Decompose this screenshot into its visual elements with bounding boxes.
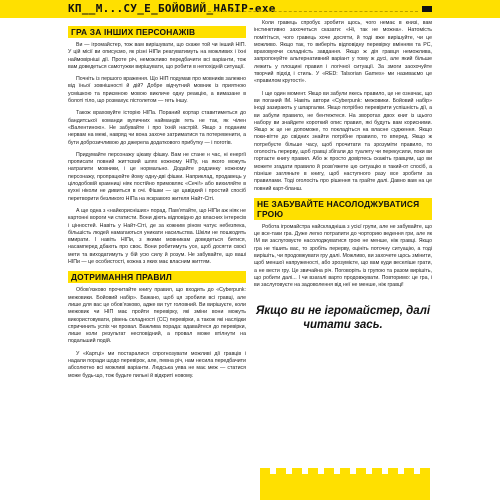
- header-pixel-icon: [422, 6, 432, 12]
- paragraph: І ще один момент. Якщо ви забули якесь правило, це не означає, що ви поганий ІМ. Навіть автори «Cyberpunk: межовики. Бойовий набір» іноді зазирають у шпаргалки. Якщо потрібно перевірити успішність дії, а ви забули правило, не бентежтеся. На зворотах двох книг із щього набору ви знайдете короткий опис правил, які будуть вам корисними. Якщо ж це не допоможе, то покладіться на власне судження. Якщо поки-вітте до свідних знайти потрібне правило, то вперед. Якщо ж потребуєте більше часу, щоб прочитати та зрозуміти правило, то оголосіть перерву, щоб гравці збігали до туалету чи перекусили, поки ви гортаєте книгу правил. Або ж просто довіртесь скажіть гравцям, що ви можете згадати правило й розв’яжете цю ситуацію в такий-от спосіб, а пізніше загляньте в книгу, щоб наступного разу все зробити за правилами. Тоді оголосіть про рішення та грайте далі. Давно вам на це повний карт-бланш.: [254, 90, 432, 192]
- stripe-band: [260, 474, 430, 500]
- paragraph: Обов’язково прочитайте книгу правил, що входить до «Cyberpunk: межовики. Бойовий набір». Бажано, щоб ця зробили всі гравці, але лише для вас це обов’язково, адже ви тут головний. Ви вирішуєте, коли межовик чи НІП має пройти перевірку, які зміни вони можуть використовувати, рівень складності (СС) перевірки, а також які наслідки спричинить успіх чи провал. Важлива порада: вдавайтеся до перевірки, лише коли результат несповідний, а провал може втілнути на подальший подій.: [68, 287, 246, 345]
- section-heading-rules: ДОТРИМАННЯ ПРАВИЛ: [68, 271, 246, 283]
- page-header-bar: [0, 0, 500, 18]
- paragraph: Почніть із першого враження. Що НІП подумав про мовників залежно від їньої зовнішності й дій? Добре відчутний мовник із приятною усмішкою та приємною мовою викличе одну реакцію, а вимазане в болоті тіло, що розмахує пістолетом — геть іншу.: [68, 76, 246, 105]
- paragraph: Придумайте персонажу цікаву фішку. Вам не стане н час, ні енергії прописати повний життєвий шлях кожному НІПу, на якого можуть натрапити мовники, і це нормально. Додайте родзинку кожному персонажу, пропрацюйте йому одну-дві фішки. Наприклад, продавець у цілодобовій крамниці ніяк постійно примовляє «Сечі!» або вихиляйте в кухні ніколи не дивиться в очі. Фішки — це цавідкий і простий спосіб перетворити безликого НІПа на яскравого жителя Найт-Сіті.: [68, 151, 246, 202]
- pull-quote: Якщо ви не ігромайстер, далі читати зась.: [255, 304, 431, 331]
- section-heading-other-characters: ГРА ЗА ІНШИХ ПЕРСОНАЖІВ: [68, 26, 246, 38]
- page-header-title: КП__М...СУ_Е_БОЙОВИЙ_НАБІР-exe: [68, 2, 276, 15]
- left-column: [68, 26, 246, 385]
- paragraph: Також враховуйте історію НІПа. Пораний кортар ставитиметься до бандитської команди вуличних наймандів геть не так, як чілен «Валентиною». Не забувайте і про їхній настрій. Якщо з поданим нервам на межі, навряд чи вона захоче затриматися та потеревенити, а бути доброзичливою до джерела додаткового прибутку — і поготів.: [68, 110, 246, 146]
- header-divider: [208, 11, 418, 12]
- paragraph: Коли гравець спробує зробити щось, чого немає в книзі, вам інстинктивно захочеться сказати: «Ні, так не можна». Натомість помітіться, чого гравець хоче досягти, й тоді вже вирішуйте, чи це можливо. Якщо так, то виберіть відповідну перевірку вмінням та РС, враховуючи складність завдання. Якщо ж дія гравця неможлива, запропонуйте альтернативний варіант у тому ж дусі, але який більше лежить у площині правил і логічної ситуації. За змоги заохочуйте творчий підхід і стиль. У «RED: Talsorian Games» ми називаємо це «правилом крутості».: [254, 20, 432, 85]
- decorative-stripe: [260, 450, 430, 500]
- paragraph: А ще одна з «найкорисніших» порад. Пам’ятайте, що НІПи аж ніяк не картонні вороги чи статисти. Вони діють відповідно до власних інтересів і цінностей. Навіть у Найт-Сіті, де за кожним ріном чатує небезпека, більшість людей намагаються уникати насильства. Шкіли не пошкодять вмирати. І навіть НІПи, з якими мовникам доведеться битися, насамперед дбають про своє. Вони робитимуть усе, щоб досягти своєї мети та виходатимуть у бій усю силу й розум. Не забувайте, що ваші НІПи — це особистості, кожна з яких має власним життям.: [68, 207, 246, 266]
- paragraph: Ви — ігромайстер, тож вам вирішувати, що скаже той чи інший НІП. У цій місії ви описуємо, як різні НІПи реагуватимуть на можливих і їхні наймовірніші дії. Проте річ, неможливо передбачити всі варіанти, тож вам доведеться самотужки вирішувати, що робити в непохідній ситуації.: [68, 42, 246, 70]
- paragraph: У «Картці» ми постаралися спрогнозувати можливі дії гравців і надали поради щодо перевірок, але, певна річ, нам несила передбачити абсолютно всі можливі варіанти. Людська уява не має меж — статися може будь-що, тож будьте пильні й відкриті новому.: [68, 350, 246, 379]
- paragraph: Робота ігромайстра найскладніша з усієї групи, але не забувайте, що це все-таки гра. Дуже легко потрапити до чорторию ведення гри, але як ІМ ви заслуговуєте насолоджуватися грою не менше, ніж гравці. Якщо гра не тішить вас, то зробіть перерву, оцініть поточну ситуацію, а тоді вирішіть, чи продовжувати гру далі. Можливо, ви захочете щось змінити, щоб меншої напруженості, або зрозумієте, що вам куди веселіше грати, а не вести гру. Це звичайна річ. Поговоріть із групою та разом вирішіть, що робити далі... І чи взагалі варто продовжувати. Повторимо: це гра, і ви заслуговуєте на задоволення від неї не менше, ніж гравці!: [254, 223, 432, 289]
- section-heading-enjoy-game: НЕ ЗАБУВАЙТЕ НАСОЛОДЖУВАТИСЯ ГРОЮ: [254, 198, 432, 220]
- right-column: [254, 20, 432, 332]
